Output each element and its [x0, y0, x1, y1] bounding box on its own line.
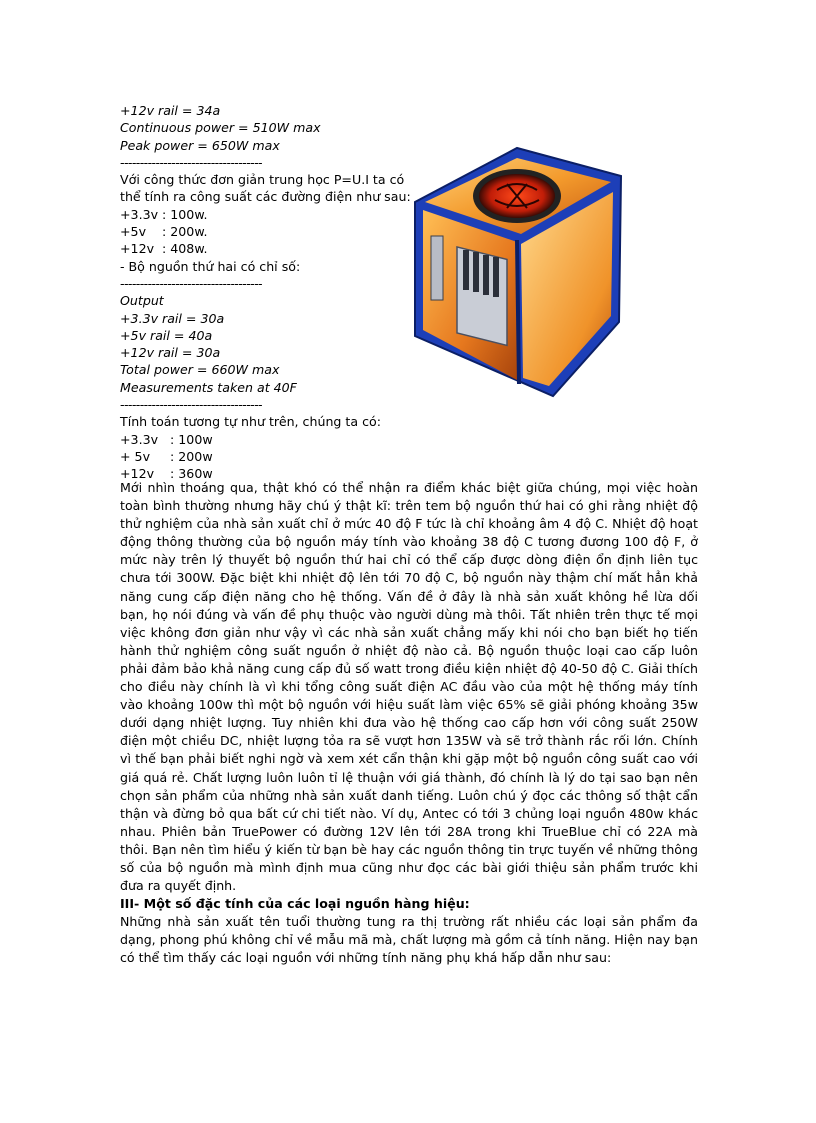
calc-line: +12v : 408w. — [120, 241, 208, 257]
formula-intro-line: thể tính ra công suất các đường điện như sau: — [120, 189, 411, 205]
section-heading: III- Một số đặc tính của các loại nguồn hàng hiệu: — [120, 896, 470, 912]
spec-line: Output — [120, 293, 164, 309]
spec-line: +5v rail = 40a — [120, 327, 213, 343]
second-psu-intro: - Bộ nguồn thứ hai có chỉ số: — [120, 258, 301, 274]
calc-line: +3.3v : 100w — [120, 431, 213, 447]
spec-line: Continuous power = 510W max — [120, 120, 321, 136]
separator-line: ------------------------------------ — [120, 154, 262, 170]
spec-line: Peak power = 650W max — [120, 137, 280, 153]
spec-line: +12v rail = 34a — [120, 103, 221, 118]
spec-line: Measurements taken at 40F — [120, 379, 297, 395]
paragraph: Những nhà sản xuất tên tuổi thường tung ra thị trường rất nhiều các loại sản phẩm đa dạng, phong phú không chỉ về mẫu mã mà, chất lượng mà gồm cả tính năng. Hiện nay bạn có thể tìm thấy các loại nguồn với những tính năng phụ khá hấp dẫn như sau: — [120, 914, 698, 966]
calc-line: +12v : 360w — [120, 466, 213, 482]
calc-line: +3.3v : 100w. — [120, 206, 208, 222]
spec-line: Total power = 660W max — [120, 362, 280, 378]
separator-line: ------------------------------------ — [120, 275, 262, 291]
formula-intro-line: Với công thức đơn giản trung học P=U.I ta có — [120, 172, 405, 188]
calc-intro-line: Tính toán tương tự như trên, chúng ta có: — [120, 414, 381, 430]
separator-line: ------------------------------------ — [120, 397, 262, 413]
switch-panel — [431, 236, 443, 300]
psu-edge — [517, 240, 519, 384]
spec-line: +3.3v rail = 30a — [120, 310, 225, 326]
spec-line: +12v rail = 30a — [120, 345, 221, 361]
paragraph: Mới nhìn thoáng qua, thật khó có thể nhận ra điểm khác biệt giữa chúng, mọi việc hoàn toàn bình thường nhưng hãy chú ý thật kĩ: trên tem bộ nguồn thứ hai có ghi rằng nhiệt độ thử nghiệm của nhà sản xuất chỉ ở mức 40 độ F tức là chỉ khoảng âm 4 độ C. Nhiệt độ hoạt động thông thường của bộ nguồn máy tính vào khoảng 38 độ C tương đương 100 độ F, ở mức này trên lý thuyết bộ nguồn thứ hai chỉ có thể cấp được dòng điện ổn định liên tục chưa tới 300W. Đặc biệt khi nhiệt độ lên tới 70 độ C, bộ nguồn này thậm chí mất hẳn khả năng cung cấp điện năng cho hệ thống. Vấn đề ở đây là nhà sản xuất không hề lừa dối bạn, họ nói đúng và vấn đề phụ thuộc vào người dùng mà thôi. Tất nhiên trên thực tế mọi việc không đơn giản như vậy vì các nhà sản xuất chẳng mấy khi nói cho bạn biết họ tiến hành thử nghiệm công suất nguồn ở nhiệt độ nào cả. Bộ nguồn thuộc loại cao cấp luôn phải đảm bảo khả năng cung cấp đủ số watt trong điều kiện nhiệt độ 40-50 độ C. Giải thích cho điều này chính là vì khi tổng công suất điện AC đầu vào của một hệ thống máy tính vào khoảng 100w thì một bộ nguồn với hiệu suất làm việc 65% sẽ giải phóng khoảng 35w dưới dạng nhiệt lượng. Tuy nhiên khi đưa vào hệ thống cao cấp hơn với công suất 250W điện một chiều DC, nhiệt lượng tỏa ra sẽ vượt hơn 135W và sẽ trở thành rắc rối lớn. Chính vì thế bạn phải biết nghi ngờ và xem xét cẩn thận khi gặp một bộ nguồn công suất cao với giá quá rẻ. Chất lượng luôn luôn tỉ lệ thuận với giá thành, đó chính là lý do tại sao bạn nên chọn sản phẩm của những nhà sản xuất danh tiếng. Luôn chú ý đọc các thông số thật cẩn thận và đừng bỏ qua bất cứ chi tiết nào. Ví dụ, Antec có tới 3 chủng loại nguồn 480w khác nhau. Phiên bản TruePower có đường 12V lên tới 28A trong khi TrueBlue chỉ có 22A mà thôi. Bạn nên tìm hiểu ý kiến từ bạn bè hay các nguồn thông tin trực tuyến về những thông số của bộ nguồn mà mình định mua cũng như đọc các bài giới thiệu sản phẩm trước khi đưa ra quyết định. — [120, 480, 698, 894]
article-body — [120, 479, 698, 968]
spec-text-column — [120, 102, 410, 483]
calc-line: + 5v : 200w — [120, 448, 213, 464]
calc-line: +5v : 200w. — [120, 224, 208, 240]
power-supply-image — [413, 140, 623, 400]
